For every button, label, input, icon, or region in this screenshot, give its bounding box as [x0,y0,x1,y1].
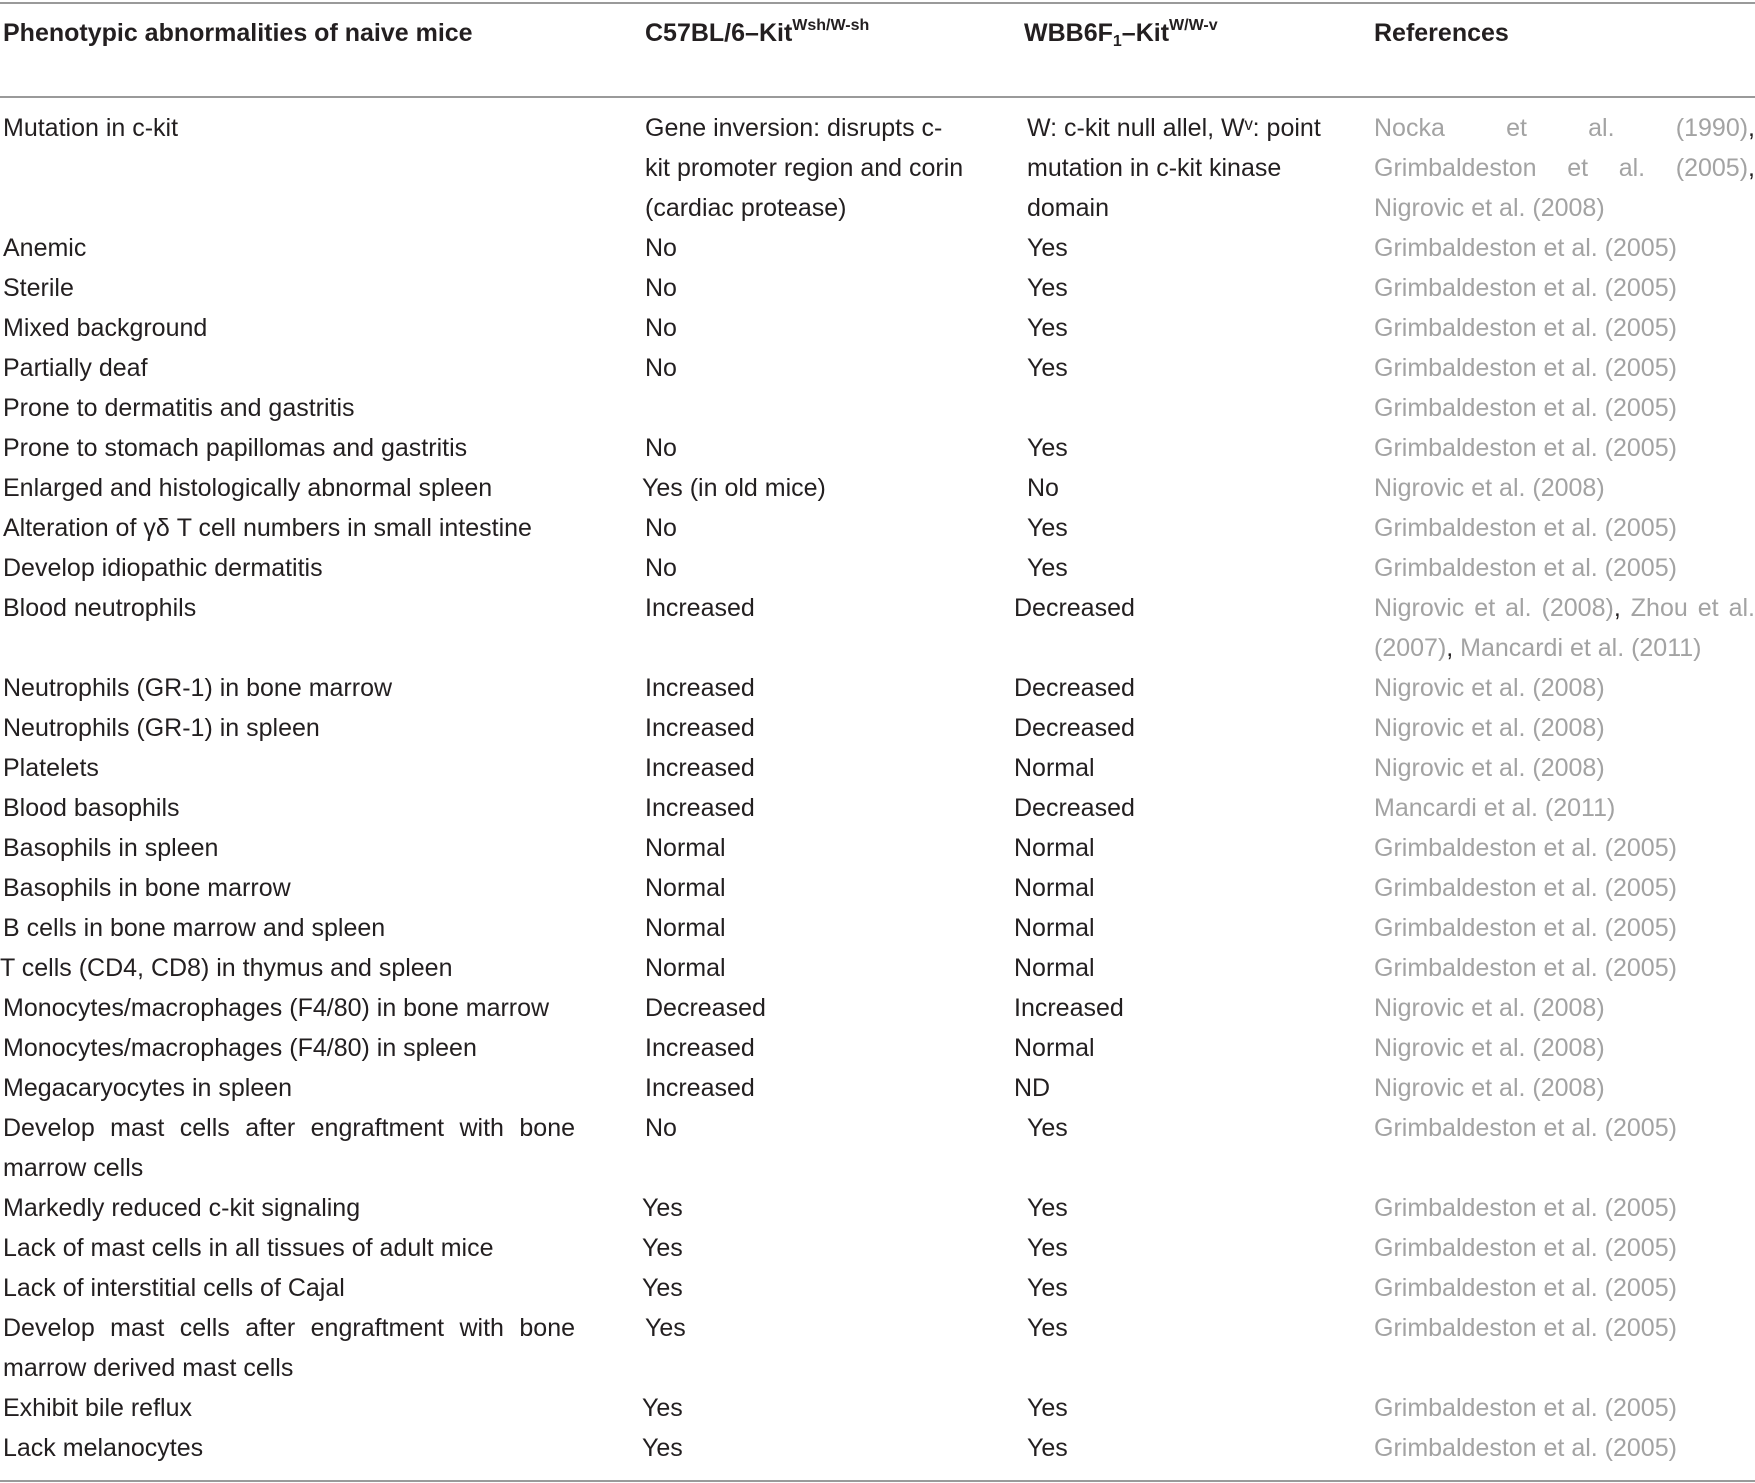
reference-link[interactable]: Grimbaldeston et al. (2005) [1374,394,1677,422]
cell-wbb6f1: Yes [1027,1394,1068,1422]
header-wbb-sup: W/W-v [1169,17,1218,34]
cell-wbb6f1: ND [1014,1074,1051,1102]
cell-c57bl6: Decreased [645,994,766,1022]
table-row [0,548,1755,588]
cell-phenotype: Lack melanocytes [3,1434,204,1462]
header-c57-base: C57BL/6–Kit [645,19,793,47]
table-row [0,108,1755,228]
cell-wbb6f1: Yes [1027,274,1068,302]
cell-wbb6f1: Normal [1014,1034,1095,1062]
cell-phenotype: Neutrophils (GR-1) in bone marrow [3,674,393,702]
cell-wbb6f1: No [1027,474,1059,502]
cell-wbb6f1: W: c-kit null allel, Wᵛ: point mutation in c-kit kinase domain [1027,114,1321,222]
cell-phenotype: Markedly reduced c-kit signaling [3,1194,361,1222]
cell-phenotype: Monocytes/macrophages (F4/80) in bone marrow [3,994,550,1022]
cell-c57bl6: No [645,554,677,582]
cell-references [1374,1268,1755,1308]
cell-phenotype: Alteration of γδ T cell numbers in small intestine [3,514,532,542]
cell-c57bl6: Yes [642,1274,683,1302]
cell-phenotype: Blood neutrophils [3,594,197,622]
table-row [0,788,1755,828]
cell-references [1374,1068,1755,1108]
cell-c57bl6: Increased [645,1034,755,1062]
table-row [0,388,1755,428]
header-phenotype-text: Phenotypic abnormalities of naive mice [3,19,473,47]
reference-link[interactable]: Grimbaldeston et al. (2005) [1374,514,1677,542]
reference-link[interactable]: Grimbaldeston et al. (2005) [1374,914,1677,942]
cell-phenotype: Develop idiopathic dermatitis [3,554,323,582]
cell-phenotype: Lack of mast cells in all tissues of adult mice [3,1234,494,1262]
cell-phenotype: Develop mast cells after engraftment with bone marrow derived mast cells [3,1314,575,1382]
cell-references [1374,1028,1755,1068]
table-row [0,708,1755,748]
cell-references [1374,948,1755,988]
cell-references [1374,1428,1755,1468]
table-row [0,1268,1755,1308]
table-row [0,868,1755,908]
cell-phenotype: Exhibit bile reflux [3,1394,192,1422]
reference-link[interactable]: Grimbaldeston et al. (2005) [1374,234,1677,262]
table-row [0,1068,1755,1108]
cell-references [1374,1188,1755,1228]
reference-link[interactable]: Grimbaldeston et al. (2005) [1374,1194,1677,1222]
table-row [0,908,1755,948]
table-row [0,668,1755,708]
table-row [0,1188,1755,1228]
cell-references [1374,868,1755,908]
cell-c57bl6: Normal [645,874,726,902]
reference-link[interactable]: Grimbaldeston et al. (2005) [1374,1314,1677,1342]
reference-link[interactable]: Grimbaldeston et al. (2005) [1374,1114,1677,1142]
table-row [0,1228,1755,1268]
reference-link[interactable]: Grimbaldeston et al. (2005) [1374,554,1677,582]
cell-wbb6f1: Yes [1027,1314,1068,1342]
cell-references [1374,428,1755,468]
reference-link[interactable]: Nigrovic et al. (2008) [1374,1034,1605,1062]
cell-references [1374,508,1755,548]
table-row [0,428,1755,468]
header-references [1374,14,1744,53]
cell-phenotype: Blood basophils [3,794,180,822]
cell-wbb6f1: Yes [1027,314,1068,342]
reference-link[interactable]: Grimbaldeston et al. (2005) [1374,434,1677,462]
cell-phenotype: Prone to stomach papillomas and gastritis [3,434,468,462]
cell-wbb6f1: Yes [1027,234,1068,262]
reference-link[interactable]: Grimbaldeston et al. (2005) [1374,1434,1677,1462]
cell-phenotype: Enlarged and histologically abnormal spleen [3,474,493,502]
header-references-text: References [1374,19,1509,47]
cell-references [1374,828,1755,868]
cell-c57bl6: No [645,274,677,302]
cell-c57bl6: No [645,234,677,262]
cell-c57bl6: Normal [645,914,726,942]
cell-c57bl6: Increased [645,714,755,742]
cell-references [1374,708,1755,748]
table-row [0,1028,1755,1068]
reference-link[interactable]: Grimbaldeston et al. (2005) [1374,154,1749,182]
cell-phenotype: Basophils in spleen [3,834,219,862]
cell-c57bl6: No [645,514,677,542]
cell-wbb6f1: Decreased [1014,674,1135,702]
table-top-rule [0,2,1755,4]
table-row [0,748,1755,788]
table-row [0,228,1755,268]
table-row [0,588,1755,668]
reference-link[interactable]: Mancardi et al. (2011) [1460,634,1702,662]
cell-phenotype: Develop mast cells after engraftment with bone marrow cells [3,1114,575,1182]
cell-references [1374,468,1755,508]
table-row [0,508,1755,548]
reference-link[interactable]: Nigrovic et al. (2008) [1374,754,1605,782]
reference-link[interactable]: Nigrovic et al. (2008) [1374,594,1614,622]
table-row [0,348,1755,388]
cell-c57bl6: Yes [642,1234,683,1262]
cell-references [1374,388,1755,428]
reference-link[interactable]: Grimbaldeston et al. (2005) [1374,354,1677,382]
cell-phenotype: Megacaryocytes in spleen [3,1074,293,1102]
reference-link[interactable]: Grimbaldeston et al. (2005) [1374,1274,1677,1302]
header-c57bl6 [645,14,1005,53]
header-phenotype [3,14,563,53]
cell-references [1374,1228,1755,1268]
cell-c57bl6: Gene inversion: disrupts c-kit promoter region and corin (cardiac protease) [645,114,964,222]
cell-phenotype: Neutrophils (GR-1) in spleen [3,714,320,742]
cell-references [1374,988,1755,1028]
reference-link[interactable]: Grimbaldeston et al. (2005) [1374,874,1677,902]
table-bottom-rule [0,1480,1755,1482]
reference-link[interactable]: Grimbaldeston et al. (2005) [1374,1394,1677,1422]
cell-c57bl6: Increased [645,754,755,782]
cell-phenotype: B cells in bone marrow and spleen [3,914,386,942]
cell-phenotype: Sterile [3,274,74,302]
reference-link[interactable]: Grimbaldeston et al. (2005) [1374,954,1677,982]
cell-phenotype: Partially deaf [3,354,148,382]
cell-references [1374,1108,1755,1148]
reference-link[interactable]: Grimbaldeston et al. (2005) [1374,314,1677,342]
table-header-rule [0,96,1755,98]
cell-c57bl6: Yes [645,1314,686,1342]
table-row [0,268,1755,308]
cell-wbb6f1: Yes [1027,1434,1068,1462]
header-wbb-mid: –Kit [1121,19,1170,47]
table-row [0,1108,1755,1188]
reference-link[interactable]: Grimbaldeston et al. (2005) [1374,274,1677,302]
header-wbb-sub: 1 [1112,33,1122,50]
cell-references [1374,1308,1755,1348]
cell-wbb6f1: Yes [1027,434,1068,462]
cell-c57bl6: No [645,434,677,462]
cell-references [1374,348,1755,388]
cell-wbb6f1: Decreased [1014,714,1135,742]
cell-wbb6f1: Increased [1014,994,1124,1022]
reference-link[interactable]: Nigrovic et al. (2008) [1374,714,1605,742]
cell-c57bl6: Normal [645,834,726,862]
table-row [0,308,1755,348]
cell-phenotype: Anemic [3,234,87,262]
reference-link[interactable]: Grimbaldeston et al. (2005) [1374,834,1677,862]
cell-wbb6f1: Normal [1014,914,1095,942]
header-wbb6f1 [1024,14,1364,53]
cell-references [1374,548,1755,588]
cell-wbb6f1: Normal [1014,834,1095,862]
cell-c57bl6: Normal [645,954,726,982]
cell-phenotype: Prone to dermatitis and gastritis [3,394,355,422]
cell-c57bl6: Increased [645,594,755,622]
cell-c57bl6: No [645,1114,677,1142]
cell-wbb6f1: Normal [1014,754,1095,782]
cell-wbb6f1: Yes [1027,1274,1068,1302]
cell-wbb6f1: Yes [1027,1194,1068,1222]
cell-phenotype: T cells (CD4, CD8) in thymus and spleen [0,954,453,982]
cell-phenotype: Mixed background [3,314,208,342]
cell-wbb6f1: Normal [1014,954,1095,982]
cell-c57bl6: Yes (in old mice) [642,474,826,502]
cell-c57bl6: Increased [645,674,755,702]
cell-references [1374,908,1755,948]
cell-phenotype: Basophils in bone marrow [3,874,291,902]
cell-references [1374,268,1755,308]
reference-link[interactable]: Nigrovic et al. (2008) [1374,474,1605,502]
reference-link[interactable]: Zhou et al. (2007) [1374,594,1755,662]
reference-link[interactable]: Nocka et al. (1990) [1374,114,1749,142]
table-row [0,1388,1755,1428]
cell-c57bl6: No [645,314,677,342]
cell-wbb6f1: Yes [1027,514,1068,542]
cell-phenotype: Lack of interstitial cells of Cajal [3,1274,345,1302]
cell-references [1374,308,1755,348]
cell-c57bl6: Increased [645,1074,755,1102]
cell-c57bl6: No [645,354,677,382]
cell-references [1374,788,1755,828]
table-row [0,468,1755,508]
cell-phenotype: Platelets [3,754,99,782]
reference-link[interactable]: Grimbaldeston et al. (2005) [1374,1234,1677,1262]
header-c57-sup: Wsh/W-sh [792,17,870,34]
cell-wbb6f1: Normal [1014,874,1095,902]
cell-references [1374,1388,1755,1428]
cell-c57bl6: Yes [642,1434,683,1462]
cell-references: Nocka et al. (1990), Grimbaldeston et al. (2005), Nigrovic et al. (2008) [1374,114,1755,222]
table-body [0,108,1755,1468]
reference-link[interactable]: Mancardi et al. (2011) [1374,794,1616,822]
reference-link[interactable]: Nigrovic et al. (2008) [1374,1074,1605,1102]
cell-wbb6f1: Yes [1027,354,1068,382]
reference-link[interactable]: Nigrovic et al. (2008) [1374,674,1605,702]
table-row [0,828,1755,868]
cell-phenotype: Monocytes/macrophages (F4/80) in spleen [3,1034,477,1062]
table-row [0,988,1755,1028]
cell-wbb6f1: Decreased [1014,794,1135,822]
header-wbb-base: WBB6F [1024,19,1113,47]
cell-c57bl6: Yes [642,1194,683,1222]
cell-wbb6f1: Yes [1027,1234,1068,1262]
cell-references [1374,748,1755,788]
cell-c57bl6: Increased [645,794,755,822]
reference-link[interactable]: Nigrovic et al. (2008) [1374,994,1605,1022]
cell-wbb6f1: Yes [1027,554,1068,582]
cell-references [1374,228,1755,268]
reference-link[interactable]: Nigrovic et al. (2008) [1374,194,1605,222]
cell-c57bl6: Yes [642,1394,683,1422]
cell-wbb6f1: Decreased [1014,594,1135,622]
cell-wbb6f1: Yes [1027,1114,1068,1142]
cell-references: Nigrovic et al. (2008), Zhou et al. (2007), Mancardi et al. (2011) [1374,594,1755,662]
cell-references [1374,668,1755,708]
table-row [0,948,1755,988]
cell-phenotype: Mutation in c-kit [3,114,179,142]
table-row [0,1308,1755,1388]
table-row [0,1428,1755,1468]
